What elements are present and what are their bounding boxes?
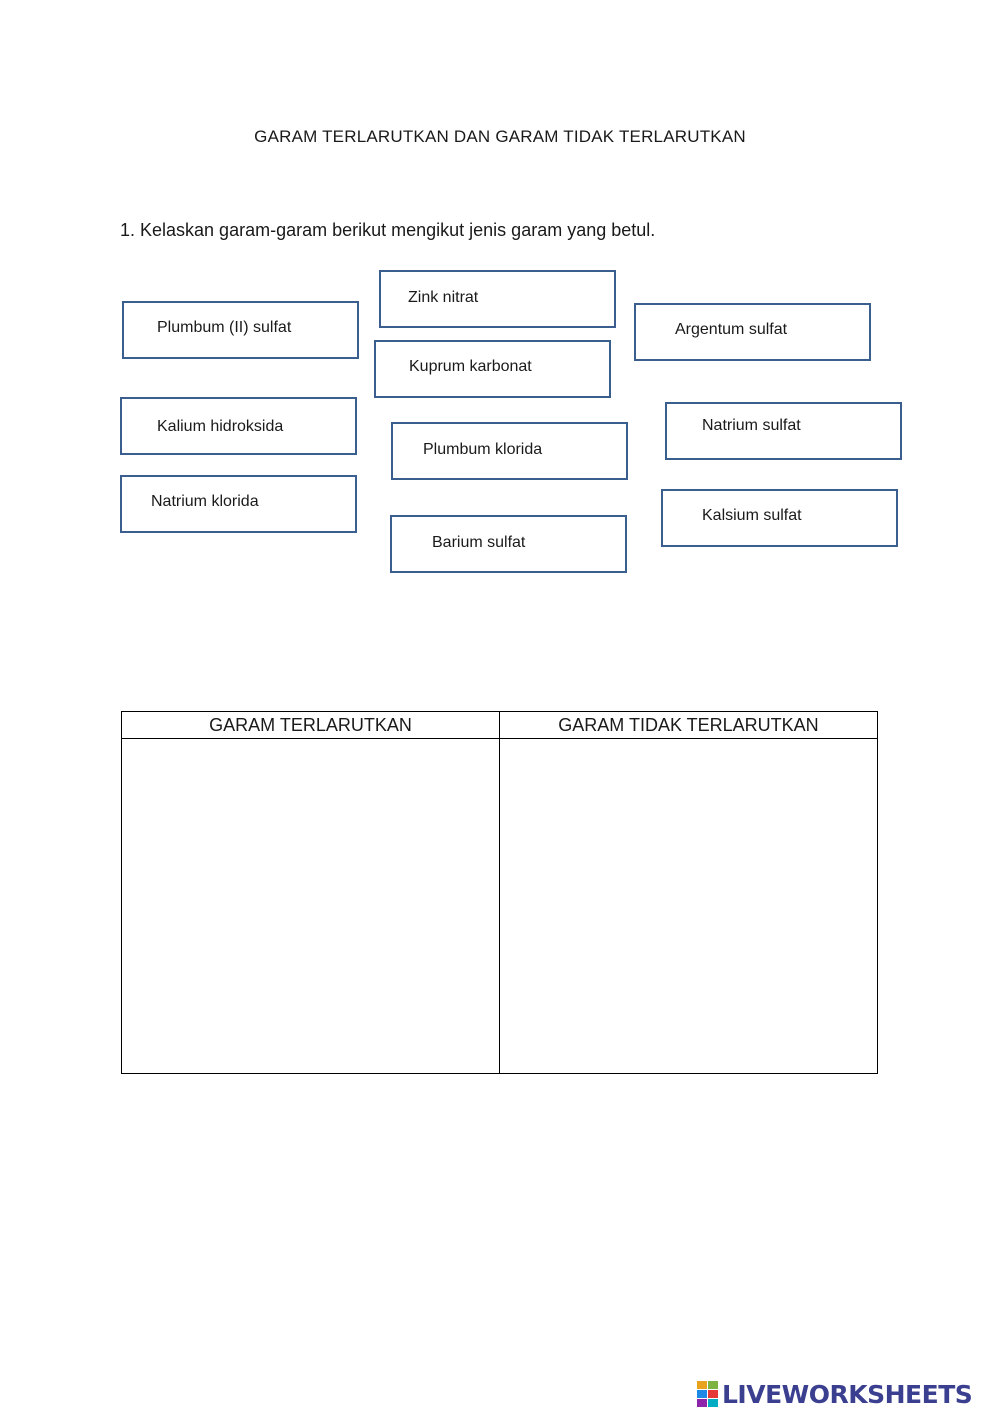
liveworksheets-icon <box>697 1381 719 1407</box>
card-label: Natrium klorida <box>151 493 259 510</box>
card-label: Kalsium sulfat <box>702 507 802 524</box>
liveworksheets-logo <box>697 1378 972 1410</box>
card-zink-nitrat[interactable] <box>379 270 616 328</box>
card-label: Argentum sulfat <box>675 321 788 338</box>
card-label: Kuprum karbonat <box>409 358 532 375</box>
card-natrium-sulfat[interactable] <box>665 402 902 460</box>
card-label: Kalium hidroksida <box>157 418 284 435</box>
card-kuprum-karbonat[interactable] <box>374 340 611 398</box>
card-natrium-klorida[interactable] <box>120 475 357 533</box>
header-garam-tidak-terlarutkan: GARAM TIDAK TERLARUTKAN <box>500 712 878 739</box>
drop-zone-terlarutkan[interactable] <box>122 739 500 1074</box>
card-barium-sulfat[interactable] <box>390 515 627 573</box>
card-plumbum-klorida[interactable] <box>391 422 628 480</box>
worksheet-title: GARAM TERLARUTKAN DAN GARAM TIDAK TERLARUTKAN <box>254 127 746 146</box>
instruction-text: 1. Kelaskan garam-garam berikut mengikut jenis garam yang betul. <box>120 220 656 240</box>
card-label: Plumbum klorida <box>423 441 543 458</box>
card-plumbum-ii-sulfat[interactable] <box>122 301 359 359</box>
card-kalsium-sulfat[interactable] <box>661 489 898 547</box>
logo-text: LIVEWORKSHEETS <box>722 1379 973 1409</box>
card-label: Plumbum (II) sulfat <box>157 319 292 336</box>
card-label: Natrium sulfat <box>702 417 801 434</box>
drop-zone-tidak-terlarutkan[interactable] <box>500 739 878 1074</box>
card-kalium-hidroksida[interactable] <box>120 397 357 455</box>
card-label: Barium sulfat <box>432 534 526 551</box>
classification-table <box>121 711 878 1074</box>
header-garam-terlarutkan: GARAM TERLARUTKAN <box>122 712 500 739</box>
card-label: Zink nitrat <box>408 289 479 306</box>
card-argentum-sulfat[interactable] <box>634 303 871 361</box>
